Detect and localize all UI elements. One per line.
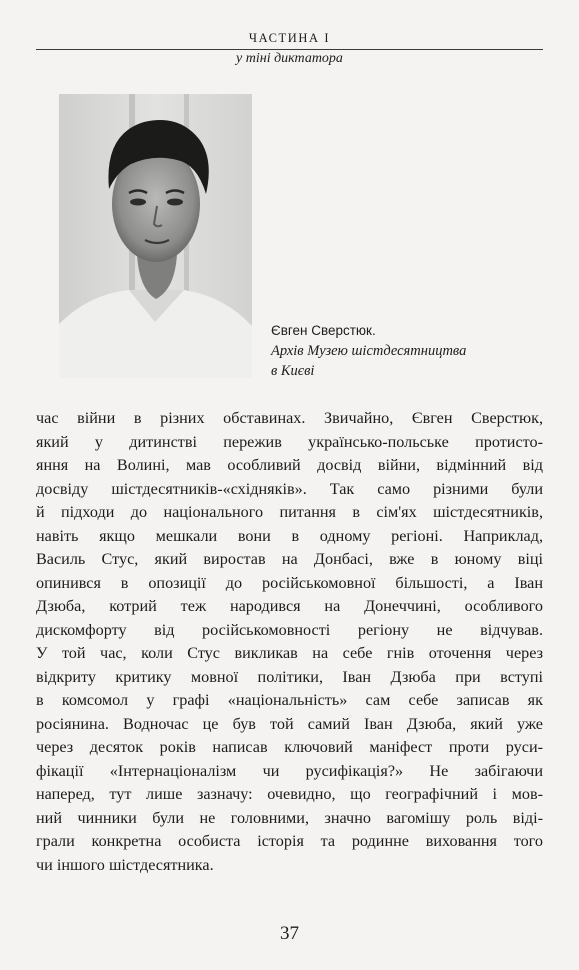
body-line: який у дитинстві пережив українсько-польське протисто- bbox=[36, 432, 543, 451]
body-text bbox=[36, 407, 543, 877]
body-line: яння на Волині, мав особливий досвід війни, відмінний від bbox=[36, 456, 543, 474]
portrait-photo bbox=[59, 94, 252, 378]
body-line: дискомфорту від російськомовності регіону не відчував. bbox=[36, 620, 543, 639]
body-line: чи іншого шістдесятника. bbox=[36, 855, 214, 874]
running-header-part: ЧАСТИНА I bbox=[248, 31, 331, 45]
body-line: грали конкретна особиста історія та родинне виховання того bbox=[36, 832, 543, 850]
body-line: навіть якщо мешкали вони в одному регіоні. Наприклад, bbox=[36, 526, 543, 545]
running-header-subtitle: у тіні диктатора bbox=[236, 51, 343, 66]
caption-name: Євген Сверстюк. bbox=[271, 323, 376, 338]
body-line: в комсомол у графі «національність» сам себе записав як bbox=[36, 691, 543, 709]
body-line: росіянина. Водночас це був той самий Іван Дзюба, який уже bbox=[36, 714, 543, 733]
page-number: 37 bbox=[280, 923, 299, 944]
header-rule bbox=[36, 49, 543, 50]
body-line: фікації «Інтернаціоналізм чи русифікація?» Не забігаючи bbox=[36, 761, 543, 780]
body-line: опинився в опозиції до російськомовної більшості, а Іван bbox=[36, 573, 543, 592]
body-line: час війни в різних обставинах. Звичайно, Євген Сверстюк, bbox=[36, 409, 543, 427]
body-line: наперед, тут лише зазначу: очевидно, що географічний і мов- bbox=[36, 785, 543, 803]
body-line: відкриту критику мовної політики, Іван Дзюба при вступі bbox=[36, 667, 543, 686]
body-line: У той час, коли Стус викликав на себе гнів оточення через bbox=[36, 644, 543, 662]
body-line: Василь Стус, який виростав на Донбасі, вже в юному віці bbox=[36, 550, 543, 568]
body-line: ний чинники були не головними, значно вагомішу роль віді- bbox=[36, 808, 543, 827]
body-line: досвіду шістдесятників-«східняків». Так само різними були bbox=[36, 479, 543, 498]
body-line: через десяток років написав ключовий маніфест проти руси- bbox=[36, 738, 543, 756]
caption-source-line-1: Архів Музею шістдесятництва bbox=[271, 343, 467, 359]
photo-caption bbox=[271, 321, 551, 381]
body-line: й підходи до національного питання в сім'ях шістдесятників, bbox=[36, 503, 543, 521]
caption-source-line-2: в Києві bbox=[271, 363, 315, 379]
body-line: Дзюба, котрий теж народився на Донеччині, особливого bbox=[36, 597, 543, 615]
